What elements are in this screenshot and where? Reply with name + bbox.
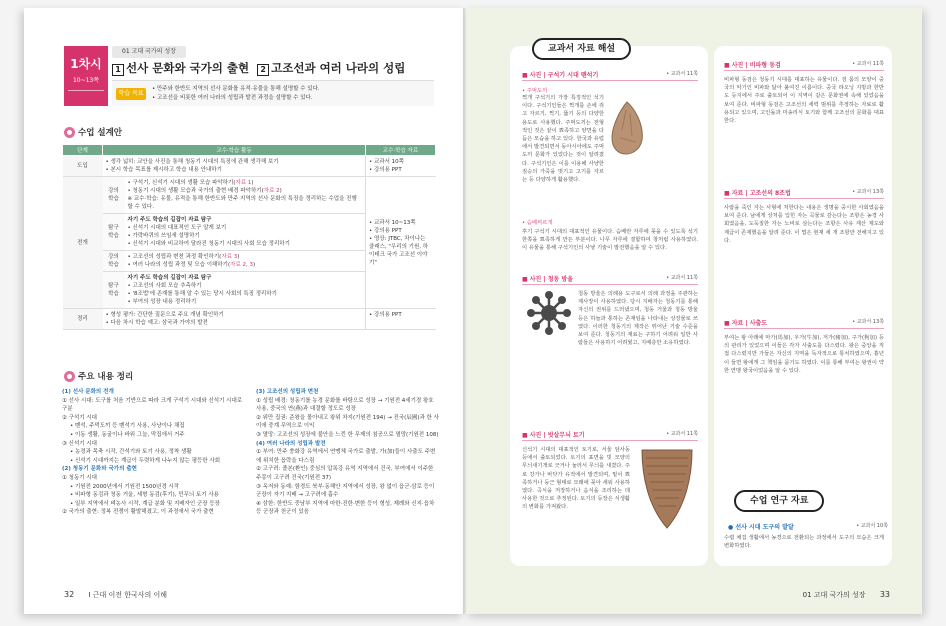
table-row (63, 177, 436, 214)
left-footer (64, 590, 167, 600)
title-number-1: 1 (112, 64, 124, 76)
material-head-s3: ■ 자료 | 사출도 • 교과서 13쪽 (724, 319, 884, 327)
material-head-4: ■ 사진 | 빗살무늬 토기 • 교과서 11쪽 (522, 431, 698, 439)
learning-goals (112, 80, 434, 106)
close-resource: • 강의용 PPT (366, 309, 436, 330)
summary-item: ① 선사 시대: 도구를 처음 기반으로 따라 크게 구석기 시대와 신석기 시대로 구분 (62, 397, 243, 413)
lesson-badge (64, 46, 108, 106)
develop-activity-3: • 고조선의 성립과 변천 과정 확인하기(자료 3) • 여러 나라의 성립 과정 및 모습 이해하기(자료 2, 3) (125, 251, 366, 272)
title-2: 고조선과 여러 나라의 성립 (271, 61, 406, 75)
summary-item: • 신석기 시대까지는 계급이 두렷하게 나누지 않는 평등한 사회 (70, 457, 221, 464)
summary-item: ③ 옥저와 동예: 함경도 북부·동해안 지역에서 성장, 왕 없이 읍군·삼로 등이 군장이 자기 지배 → 고구려에 흡수 (256, 483, 435, 499)
summary-item: ① 청동기 시대 (62, 474, 97, 481)
divider (522, 284, 698, 285)
table-header-row (63, 145, 436, 156)
material-text-s2: 사람을 죽인 자는 사형에 처한다는 내용은 생명을 중시한 사회였음을 보여 준다. 남에게 상처를 입힌 자는 곡물로 갚는다는 조항은 농경 사회였음을, 도둑질한 자는 노비로 삼는다는 조항은 사유 재산 제도와 계급이 존재했음을 알려 준다. 이 법은 현재 세 개 조항만 전해지고 있다. (724, 205, 884, 244)
material-head-3: ■ 사진 | 청동 방울 • 교과서 11쪽 (522, 275, 698, 283)
divider (724, 70, 884, 71)
material-text-2: 후기 구석기 시대의 대표적인 유물이다. 슴베란 자루에 꽂을 수 있도록 석기 한쪽을 뾰족하게 만든 부분이다. 나무 자루에 결합하여 창처럼 사용하였다. 이 유물을 통해 구석기인의 사냥 기술이 발전했음을 알 수 있다. (522, 229, 698, 252)
lesson-header (64, 46, 434, 106)
summary-item: • 일부 지역에서 벼농사 시작, 계급 분화 및 지배자인 군장 등장 (70, 500, 220, 507)
summary-item: ④ 삼한: 한반도 중남부 지역에 마한·진한·변한 등이 형성, 제례와 신지·읍차 등 군장과 천군이 있음 (256, 500, 435, 516)
divider (522, 80, 698, 81)
research-text: 수렵 채집 생활에서 농경으로 전환되는 과정에서 도구의 모습은 크게 변화하였다. (724, 535, 884, 550)
intro-resource: • 교과서 10쪽 • 강의용 PPT (366, 156, 436, 177)
comb-pattern-pottery-image (636, 446, 698, 530)
page-number-right: 33 (879, 590, 890, 599)
footer-title-left: Ⅰ 근대 이전 한국사의 이해 (88, 591, 168, 599)
pavilion-icon (68, 90, 104, 102)
material-text-s3: 부여는 왕 아래에 마가(馬加), 우가(牛加), 저가(豬加), 구가(狗加) 등의 관리가 있었으며 이들은 각자 사출도를 다스렸다. 왕은 중앙을 직접 다스렸지만 가들은 자신의 지역을 독자적으로 통치하였으며, 흉년이 들면 왕에게 그 책임을 묻기도 하였다. 이를 통해 부여는 왕권이 약한 연맹 왕국이었음을 알 수 있다. (724, 335, 884, 374)
material-text-3: 청동 방울은 의례용 도구로서 의례 과정을 주관하는 제사장이 사용하였다. 당시 지배자는 청동기를 통해 자신의 권위를 드러냈으며, 청동 거울과 청동 방울 등은 하늘과 통하는 존재임을 나타내는 상징물로 쓰였다. 이러한 청동기의 제작은 뛰어난 기술 수준을 보여 준다. 청동기의 재료는 구하기 어려워 일반 사람들은 사용하기 어려웠고, 지배층만 소유하였다. (578, 291, 698, 347)
material-text-4: 신석기 시대의 대표적인 토기로, 서울 암사동 등에서 출토되었다. 토기의 표면을 빗 모양의 무늬새기개로 긋거나 눌러서 무늬를 새겼다. 주로 강가나 바닷가 유적에서 발견되며, 밑이 뾰족하거나 둥근 형태로 모래에 꽂아 세워 사용하였다. 곡식을 저장하거나 음식을 조리하는 데 사용한 것으로 추정된다. 토기의 등장은 식생활의 변화를 가져왔다. (522, 447, 630, 511)
develop-activity-4: 자기 주도 학습의 길잡이 자료 탐구 • 고조선의 사회 모습 추측하기 • '8조법'에 존재를 통해 알 수 있는 당시 사회의 특징 정리하기 • 부여의 성장 내용 정리하기 (125, 272, 366, 309)
summary-item: • 농경과 목축 시작, 간석기와 토기 사용, 정착 생활 (70, 449, 192, 456)
material-text-s1: 비파형 동검은 청동기 시대를 대표하는 유물이다. 검 몸의 모양이 중국의 악기인 비파와 닮아 붙여진 이름이다. 중국 랴오닝 지방과 한반도 등지에서 주로 출토되어 이 지역이 같은 문화권에 속해 있었음을 보여 준다. 비파형 동검은 고조선의 세력 범위를 추정하는 자료로 활용되고 있으며, 고인돌과 미송리식 토기와 함께 고조선의 문화를 대표한다. (724, 77, 884, 125)
sub-stage-3: 강의 학습 (103, 251, 125, 272)
intro-activity: • 생각 넓히: 교안을 사진을 통해 청동기 시대의 특징에 관해 생각해 보기 • 본시 학습 목표를 제시하고 학습 내용 안내하기 (103, 156, 366, 177)
lesson-number: 1차시 (70, 57, 102, 71)
stage-develop: 전개 (63, 177, 103, 309)
develop-resource: • 교과서 10~13쪽 • 강의용 PPT • 영상: JTBC, 차이나는 클래스, "우리의 기원, 하이테크 국가 고조선 이야기" (366, 177, 436, 309)
summary-item: • 뗀석, 주먹도끼 등 뗀석기 사용, 사냥이나 채집 (70, 423, 185, 430)
tag-tanged-point: • 슴베찌르개 (522, 220, 553, 226)
material-head-s2: ■ 자료 | 고조선의 8조법 • 교과서 13쪽 (724, 189, 884, 197)
summary-item: ① 성립 배경: 청동기를 농경 문화를 바탕으로 성장 → 기원전 4세기경 왕호 사용, 중국의 연(燕)과 대결할 정도로 성장 (256, 397, 434, 413)
material-pill: 교과서 자료 해설 (532, 38, 631, 60)
bronze-bell-image (526, 290, 572, 336)
tag-handaxe: • 주먹도끼 (522, 88, 548, 94)
lesson-title (112, 60, 405, 76)
divider (522, 440, 698, 441)
right-page (466, 8, 922, 614)
plan-heading: 수업 설계안 (64, 126, 122, 138)
divider (724, 198, 884, 199)
left-page (24, 8, 464, 614)
summary-heading: 주요 내용 정리 (64, 370, 133, 382)
title-1: 선사 문화와 국가의 출현 (126, 61, 250, 75)
develop-activity-1: • 구석기, 신석기 시대의 생활 모습 파악하기(자료 1) • 청동기 시대의 생활 모습과 국가의 출현 배경 파악하기(자료 2) ※ 교수·학습: 유물, 유적을 통해 한반도와 만주 지역의 선사 문화의 특징을 정리하는 수업을 진행할 수 있다. (125, 177, 366, 214)
summary-column-1 (62, 388, 246, 517)
goal-list (152, 85, 320, 103)
title-number-2: 2 (257, 64, 269, 76)
summary-item: ③ 신석기 시대 (62, 440, 97, 447)
footer-title-right: 01 고대 국가의 성장 (802, 591, 866, 599)
close-activity: • 형성 평가: 간단한 질문으로 주요 개념 확인하기 • 다음 차시 학습 예고: 삼국과 가야의 발전 (103, 309, 366, 330)
summary-heading-item: (1) 선사 문화의 전개 (62, 389, 114, 395)
goal-item: • 고조선을 비롯한 여러 나라의 성립과 발전 과정을 설명할 수 있다. (152, 95, 313, 101)
summary-item: ② 국가의 출현: 정복 전쟁이 활발해졌고, 이 과정에서 국가 출현 (62, 509, 214, 516)
col-resource: 교수·학습 자료 (366, 145, 436, 156)
sub-stage-1: 강의 학습 (103, 177, 125, 214)
divider (724, 328, 884, 329)
summary-item: ③ 멸망: 고조선의 성장에 불안을 느낀 한 무제의 침공으로 멸망(기원전 108) (256, 431, 439, 438)
summary-item: • 이동 생활, 동굴이나 바위 그늘, 막집에서 거주 (70, 431, 185, 438)
stage-intro: 도입 (63, 156, 103, 177)
goal-item: • 만주와 한반도 지역의 선사 문화를 유적·유물을 통해 설명할 수 있다. (152, 86, 320, 92)
right-footer (803, 590, 890, 600)
summary-heading-item: (2) 청동기 문화와 국가의 출현 (62, 466, 137, 473)
summary-columns (62, 388, 439, 584)
table-row (63, 156, 436, 177)
sub-stage-2: 탐구 학습 (103, 214, 125, 251)
goal-label: 학습 목표 (116, 88, 146, 100)
summary-heading-item: (3) 고조선의 성립과 변천 (256, 389, 319, 395)
stage-close: 정리 (63, 309, 103, 330)
summary-item: ① 부여: 만주 쑹화강 유역에서 연맹체 국가로 출발, 가(加)들이 사출도 주변에 위치한 읍락을 다스림 (256, 449, 436, 464)
table-row (63, 309, 436, 330)
summary-item: • 비파형 동검과 청동 거울, 세형 동검(후기), 민무늬 토기 사용 (70, 492, 219, 499)
unit-tab: 01 고대 국가의 성장 (112, 46, 186, 58)
material-head-1: ■ 사진 | 구석기 시대 뗀석기 • 교과서 11쪽 (522, 71, 698, 79)
page-number-left: 32 (64, 590, 75, 599)
sub-stage-4: 탐구 학습 (103, 272, 125, 309)
research-title: ● 선사 시대 도구의 발달 • 교과서 10쪽 (728, 523, 888, 531)
summary-item: ② 구석기 시대 (62, 414, 97, 421)
handaxe-image (606, 100, 648, 156)
section-icon (64, 371, 75, 382)
material-head-s1: ■ 사진 | 비파형 동검 • 교과서 11쪽 (724, 61, 884, 69)
develop-activity-2: 자기 주도 학습의 길잡이 자료 탐구 • 신석기 시대의 대표적인 도구 알게 보기 • 가락바퀴의 쓰임새 설명하기 • 신석기 시대와 비교하여 달라진 청동기 시대의 사회 모습 정리하기 (125, 214, 366, 251)
col-activity: 교수·학습 활동 (103, 145, 366, 156)
section-icon (64, 127, 75, 138)
summary-heading-item: (4) 여러 나라의 성립과 발전 (256, 440, 326, 447)
lesson-plan-table (62, 144, 436, 330)
material-text-1: 찍개 구석기의 가장 특징적인 석기이다. 구석기인들은 찍개를 손에 쥐고 자르기, 찍기, 뚫기 등의 다양한 용도로 사용했다. 주먹도끼는 전형적인 것은 끝이 뾰족하고 양면을 다듬은 모습을 하고 있다. 한국과 유럽에서 발견되면서 동아시아에도 주먹도끼 문화가 있었다는 것이 알려졌다. 구석기인은 이를 이용해 사냥한 짐승의 가죽을 벗기고 고기를 자르는 등 다양하게 활용했다. (522, 95, 604, 184)
research-source: • 교과서 10쪽 (856, 523, 888, 529)
lesson-pages: 10~13쪽 (72, 77, 100, 84)
summary-item: ② 고구려: 졸본(환인) 중심의 압록강 유역 지역에서 건국, 부여에서 이주한 주몽이 고구려 건국(기원전 37) (256, 466, 434, 481)
summary-item: ② 위만 집권: 준왕을 몰아내고 왕위 차지(기원전 194) → 진국(辰國)과 한 사이에 중계 무역으로 이익 (256, 414, 439, 430)
research-pill: 수업 연구 자료 (734, 490, 824, 512)
col-stage: 단계 (63, 145, 103, 156)
summary-column-2 (256, 388, 440, 517)
summary-item: • 기원전 2000년에서 기원전 1500년경 시작 (70, 483, 180, 490)
